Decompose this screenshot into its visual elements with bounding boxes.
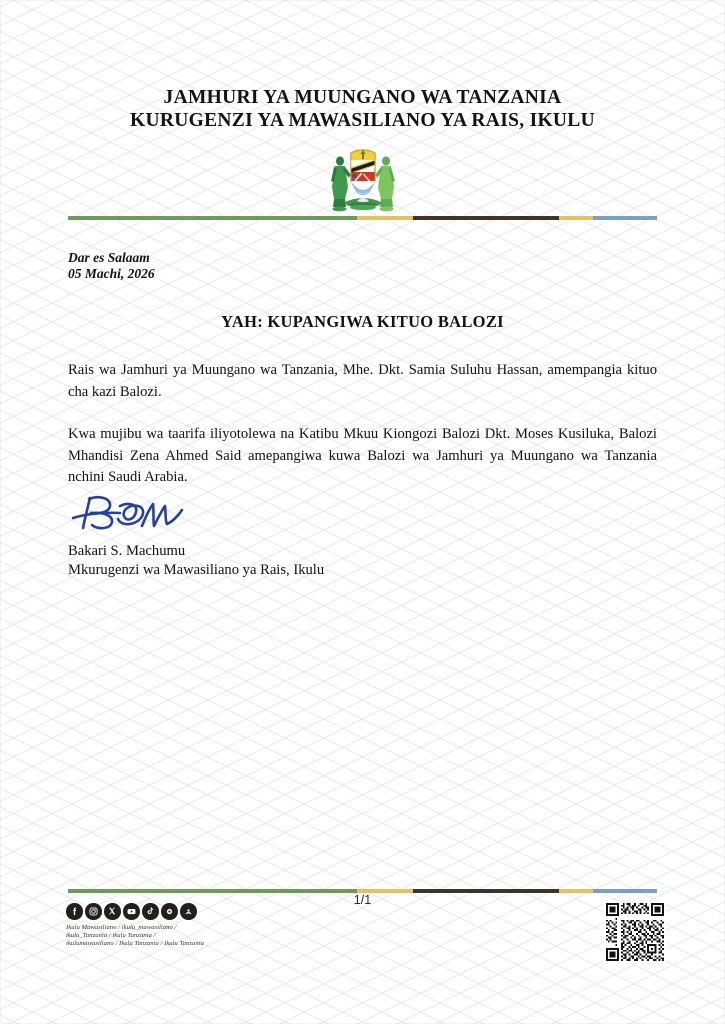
- rule-segment-green: [68, 216, 357, 220]
- emblem-container: [0, 141, 725, 213]
- youtube-icon[interactable]: [123, 903, 140, 920]
- body-paragraph-1: Rais wa Jamhuri ya Muungano wa Tanzania, Mhe. Dkt. Samia Suluhu Hassan, amempangia kituo cha kazi Balozi.: [68, 362, 657, 400]
- instagram-icon[interactable]: [85, 903, 102, 920]
- signature-block: [68, 492, 398, 579]
- social-handles: [66, 924, 326, 949]
- dateline: [68, 250, 155, 281]
- header-line-directorate: KURUGENZI YA MAWASILIANO YA RAIS, IKULU: [130, 110, 595, 131]
- signer-title: Mkurugenzi wa Mawasiliano ya Rais, Ikulu: [68, 561, 325, 578]
- letterhead-header: [0, 86, 725, 132]
- body-paragraph-2: Kwa mujibu wa taarifa iliyotolewa na Katibu Mkuu Kiongozi Balozi Dkt. Moses Kusiluka, Balozi Mhandisi Zena Ahmed Said amepangiwa kuwa Balozi wa Jamhuri ya Muungano wa Tanzania nchini Saudi Arabia.: [68, 426, 657, 485]
- rule-segment-yellow-left: [357, 216, 414, 220]
- social-handles-line-3: ikulumawasiliano / Ikulu Tanzania / Ikulu Tanzania: [66, 939, 204, 947]
- header-divider-rule: [68, 216, 657, 220]
- threads-icon[interactable]: [161, 903, 178, 920]
- facebook-icon[interactable]: [66, 903, 83, 920]
- body-text: [68, 360, 657, 489]
- dateline-date: 05 Machi, 2026: [68, 265, 155, 281]
- signer-name: Bakari S. Machumu: [68, 543, 186, 559]
- rule-segment-blue: [593, 216, 657, 220]
- social-handles-line-1: Ikulu Mawasiliano / ikulu_mawasiliano /: [66, 923, 177, 931]
- header-line-republic: JAMHURI YA MUUNGANO WA TANZANIA: [163, 87, 562, 108]
- handwritten-signature-icon: [68, 492, 218, 538]
- rule-segment-yellow-right: [559, 216, 593, 220]
- subject-heading: YAH: KUPANGIWA KITUO BALOZI: [221, 312, 504, 331]
- social-footer: [66, 903, 326, 948]
- tiktok-icon[interactable]: [142, 903, 159, 920]
- social-handles-line-2: ikulu_Tanzania / ikulu Tanzania /: [66, 931, 156, 939]
- rule-segment-dark: [413, 216, 559, 220]
- x-twitter-icon[interactable]: [104, 903, 121, 920]
- tanzania-coat-of-arms-icon: [321, 141, 405, 213]
- social-icon-row: [66, 903, 326, 920]
- page-number: 1/1: [353, 893, 372, 907]
- qr-code-icon[interactable]: [604, 901, 666, 963]
- podcast-icon[interactable]: [180, 903, 197, 920]
- dateline-place: Dar es Salaam: [68, 250, 150, 265]
